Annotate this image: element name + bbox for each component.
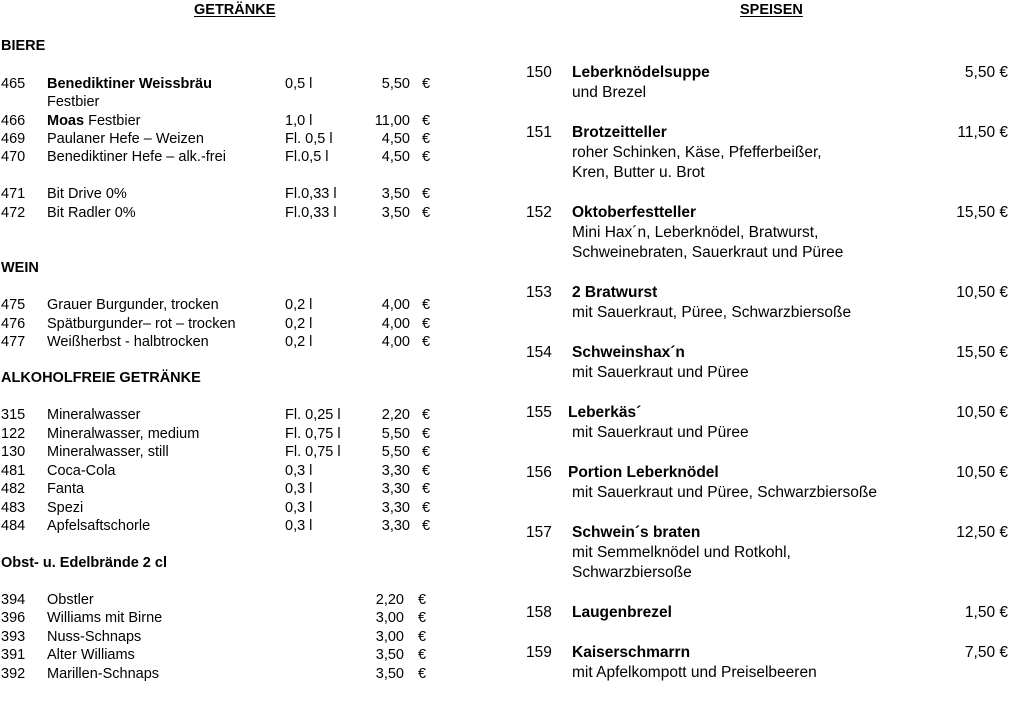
drink-number: 465 bbox=[1, 76, 26, 92]
drink-name: Weißherbst - halbtrocken bbox=[47, 334, 209, 350]
section-title-obst: Obst- u. Edelbrände 2 cl bbox=[1, 555, 167, 571]
drink-volume: 0,3 l bbox=[285, 463, 313, 479]
drink-name: Apfelsaftschorle bbox=[47, 518, 151, 534]
drink-number: 484 bbox=[1, 518, 26, 534]
drink-name: Mineralwasser bbox=[47, 407, 141, 423]
drink-name: Bit Radler 0% bbox=[47, 205, 136, 221]
drink-row bbox=[0, 112, 460, 131]
food-name: Schweinshax´n bbox=[572, 344, 685, 361]
drink-volume: 0,5 l bbox=[285, 76, 313, 92]
currency-symbol: € bbox=[422, 500, 431, 516]
drink-price: 3,50 bbox=[381, 205, 410, 221]
drink-price: 4,00 bbox=[381, 316, 410, 332]
drink-number: 483 bbox=[1, 500, 26, 516]
food-description: mit Sauerkraut und Püree bbox=[572, 424, 749, 441]
drink-row bbox=[0, 665, 460, 684]
food-name: Leberknödelsuppe bbox=[572, 64, 710, 81]
currency-symbol: € bbox=[422, 481, 431, 497]
currency-symbol: € bbox=[422, 149, 431, 165]
section-title-alkoholfrei: ALKOHOLFREIE GETRÄNKE bbox=[1, 370, 201, 386]
drink-name: Obstler bbox=[47, 592, 94, 608]
food-number: 153 bbox=[526, 284, 552, 301]
food-name: Leberkäs´ bbox=[568, 404, 642, 421]
drink-number: 469 bbox=[1, 131, 26, 147]
drink-row bbox=[0, 333, 460, 352]
food-number: 156 bbox=[526, 464, 552, 481]
food-description: roher Schinken, Käse, Pfefferbeißer, Kren, Butter u. Brot bbox=[572, 144, 822, 181]
food-number: 155 bbox=[526, 404, 552, 421]
drink-price: 3,50 bbox=[381, 186, 410, 202]
drink-price: 4,00 bbox=[381, 297, 410, 313]
currency-symbol: € bbox=[422, 76, 431, 92]
drink-price: 5,50 bbox=[381, 426, 410, 442]
drink-row bbox=[0, 443, 460, 462]
currency-symbol: € bbox=[418, 666, 427, 682]
drink-price: 11,00 bbox=[374, 113, 410, 129]
drink-number: 392 bbox=[1, 666, 26, 682]
drink-volume: 0,2 l bbox=[285, 297, 313, 313]
drink-number: 477 bbox=[1, 334, 26, 350]
drink-volume: Fl.0,33 l bbox=[285, 205, 337, 221]
drink-volume: Fl.0,33 l bbox=[285, 186, 337, 202]
drink-row bbox=[0, 406, 460, 425]
drink-name: Williams mit Birne bbox=[47, 610, 163, 626]
drink-row bbox=[0, 517, 460, 536]
drink-price: 2,20 bbox=[375, 592, 404, 608]
drink-row bbox=[0, 628, 460, 647]
drink-price: 4,00 bbox=[381, 334, 410, 350]
drink-name: Mineralwasser, still bbox=[47, 444, 169, 460]
currency-symbol: € bbox=[422, 463, 431, 479]
drink-name: Spätburgunder– rot – trocken bbox=[47, 316, 236, 332]
section-title-wein: WEIN bbox=[1, 260, 39, 276]
food-item bbox=[524, 343, 1014, 385]
currency-symbol: € bbox=[422, 426, 431, 442]
food-description: mit Sauerkraut und Püree, Schwarzbiersoße bbox=[572, 484, 877, 501]
drink-number: 393 bbox=[1, 629, 26, 645]
drink-name: Benediktiner Hefe – alk.-frei bbox=[47, 149, 226, 165]
food-number: 154 bbox=[526, 344, 552, 361]
currency-symbol: € bbox=[422, 186, 431, 202]
food-name: Brotzeitteller bbox=[572, 124, 667, 141]
currency-symbol: € bbox=[418, 647, 427, 663]
currency-symbol: € bbox=[422, 131, 431, 147]
drink-name: Marillen-Schnaps bbox=[47, 666, 160, 682]
food-item bbox=[524, 603, 1014, 625]
food-item bbox=[524, 403, 1014, 445]
currency-symbol: € bbox=[422, 444, 431, 460]
drink-volume: Fl. 0,75 l bbox=[285, 426, 341, 442]
food-price: 5,50 € bbox=[964, 64, 1008, 81]
food-price: 10,50 € bbox=[956, 284, 1008, 301]
food-price: 1,50 € bbox=[964, 604, 1008, 621]
drink-price: 5,50 bbox=[381, 444, 410, 460]
currency-symbol: € bbox=[418, 610, 427, 626]
drink-name: Alter Williams bbox=[47, 647, 135, 663]
drink-number: 471 bbox=[1, 186, 26, 202]
drink-row bbox=[0, 480, 460, 499]
drink-price: 3,00 bbox=[375, 610, 404, 626]
drink-number: 470 bbox=[1, 149, 26, 165]
drink-row bbox=[0, 185, 460, 204]
drink-volume: 0,2 l bbox=[285, 316, 313, 332]
food-description: Mini Hax´n, Leberknödel, Bratwurst, Schweinebraten, Sauerkraut und Püree bbox=[572, 224, 844, 261]
drink-price: 4,50 bbox=[381, 149, 410, 165]
food-price: 11,50 € bbox=[957, 124, 1008, 141]
food-description: mit Sauerkraut und Püree bbox=[572, 364, 749, 381]
food-price: 15,50 € bbox=[956, 204, 1008, 221]
drink-price: 3,00 bbox=[375, 629, 404, 645]
currency-symbol: € bbox=[418, 629, 427, 645]
food-name: Schwein´s braten bbox=[572, 524, 701, 541]
drink-name: Spezi bbox=[47, 500, 84, 516]
drink-number: 130 bbox=[1, 444, 26, 460]
drink-volume: Fl.0,5 l bbox=[285, 149, 329, 165]
food-heading: SPEISEN bbox=[740, 2, 803, 18]
currency-symbol: € bbox=[418, 592, 427, 608]
food-item bbox=[524, 643, 1014, 685]
drink-row bbox=[0, 315, 460, 334]
food-number: 151 bbox=[526, 124, 552, 141]
food-item bbox=[524, 523, 1014, 585]
drink-row bbox=[0, 130, 460, 149]
drink-name: Coca-Cola bbox=[47, 463, 116, 479]
drink-row bbox=[0, 591, 460, 610]
drink-row bbox=[0, 75, 460, 94]
drink-row bbox=[0, 462, 460, 481]
drink-price: 5,50 bbox=[381, 76, 410, 92]
drink-number: 472 bbox=[1, 205, 26, 221]
drink-price: 3,30 bbox=[381, 481, 410, 497]
drink-name: Moas Festbier bbox=[47, 113, 141, 129]
drink-volume: 0,3 l bbox=[285, 518, 313, 534]
drink-volume: 0,3 l bbox=[285, 481, 313, 497]
currency-symbol: € bbox=[422, 297, 431, 313]
drink-number: 481 bbox=[1, 463, 26, 479]
drink-price: 3,50 bbox=[375, 666, 404, 682]
drink-number: 391 bbox=[1, 647, 26, 663]
food-item bbox=[524, 463, 1014, 505]
food-price: 7,50 € bbox=[964, 644, 1008, 661]
food-price: 12,50 € bbox=[956, 524, 1008, 541]
food-number: 150 bbox=[526, 64, 552, 81]
drink-row bbox=[0, 609, 460, 628]
food-description: mit Apfelkompott und Preiselbeeren bbox=[572, 664, 817, 681]
food-number: 157 bbox=[526, 524, 552, 541]
food-name: Oktoberfestteller bbox=[572, 204, 697, 221]
food-item bbox=[524, 283, 1014, 325]
food-item bbox=[524, 203, 1014, 265]
section-title-biere: BIERE bbox=[1, 38, 46, 54]
drink-number: 482 bbox=[1, 481, 26, 497]
food-description: mit Semmelknödel und Rotkohl, Schwarzbiersoße bbox=[572, 544, 791, 581]
food-price: 10,50 € bbox=[956, 464, 1008, 481]
food-name: Kaiserschmarrn bbox=[572, 644, 691, 661]
food-name: 2 Bratwurst bbox=[572, 284, 658, 301]
drink-price: 4,50 bbox=[381, 131, 410, 147]
drink-price: 3,30 bbox=[381, 518, 410, 534]
drink-volume: 0,2 l bbox=[285, 334, 313, 350]
drink-number: 476 bbox=[1, 316, 26, 332]
drink-volume: 0,3 l bbox=[285, 500, 313, 516]
drink-price: 3,50 bbox=[375, 647, 404, 663]
food-name: Laugenbrezel bbox=[572, 604, 672, 621]
currency-symbol: € bbox=[422, 113, 431, 129]
food-description: und Brezel bbox=[572, 84, 647, 101]
drink-row bbox=[0, 425, 460, 444]
drinks-heading: GETRÄNKE bbox=[194, 2, 276, 18]
food-item bbox=[524, 63, 1014, 105]
drink-price: 2,20 bbox=[381, 407, 410, 423]
drink-name: Paulaner Hefe – Weizen bbox=[47, 131, 204, 147]
drink-row bbox=[0, 296, 460, 315]
currency-symbol: € bbox=[422, 518, 431, 534]
drink-name: Fanta bbox=[47, 481, 85, 497]
drink-volume: 1,0 l bbox=[285, 113, 313, 129]
drink-number: 315 bbox=[1, 407, 26, 423]
food-description: mit Sauerkraut, Püree, Schwarzbiersoße bbox=[572, 304, 852, 321]
drink-row bbox=[0, 499, 460, 518]
drink-row bbox=[0, 148, 460, 167]
drink-number: 466 bbox=[1, 113, 26, 129]
drink-volume: Fl. 0,25 l bbox=[285, 407, 341, 423]
drink-name: Bit Drive 0% bbox=[47, 186, 127, 202]
food-price: 15,50 € bbox=[956, 344, 1008, 361]
food-number: 158 bbox=[526, 604, 552, 621]
food-item bbox=[524, 123, 1014, 185]
drink-row bbox=[0, 204, 460, 223]
food-price: 10,50 € bbox=[956, 404, 1008, 421]
drink-name: Mineralwasser, medium bbox=[47, 426, 200, 442]
drink-name: Benediktiner Weissbräu bbox=[47, 76, 212, 92]
currency-symbol: € bbox=[422, 407, 431, 423]
food-name: Portion Leberknödel bbox=[568, 464, 719, 481]
drink-name: Grauer Burgunder, trocken bbox=[47, 297, 219, 313]
drink-number: 394 bbox=[1, 592, 26, 608]
currency-symbol: € bbox=[422, 205, 431, 221]
drink-volume: Fl. 0,5 l bbox=[285, 131, 333, 147]
currency-symbol: € bbox=[422, 316, 431, 332]
drink-volume: Fl. 0,75 l bbox=[285, 444, 341, 460]
drink-price: 3,30 bbox=[381, 500, 410, 516]
drink-name: Nuss-Schnaps bbox=[47, 629, 142, 645]
drink-number: 122 bbox=[1, 426, 26, 442]
drink-subtitle: Festbier bbox=[47, 94, 100, 110]
food-number: 159 bbox=[526, 644, 552, 661]
food-number: 152 bbox=[526, 204, 552, 221]
drink-number: 396 bbox=[1, 610, 26, 626]
drink-row bbox=[0, 646, 460, 665]
drink-price: 3,30 bbox=[381, 463, 410, 479]
currency-symbol: € bbox=[422, 334, 431, 350]
drink-number: 475 bbox=[1, 297, 26, 313]
